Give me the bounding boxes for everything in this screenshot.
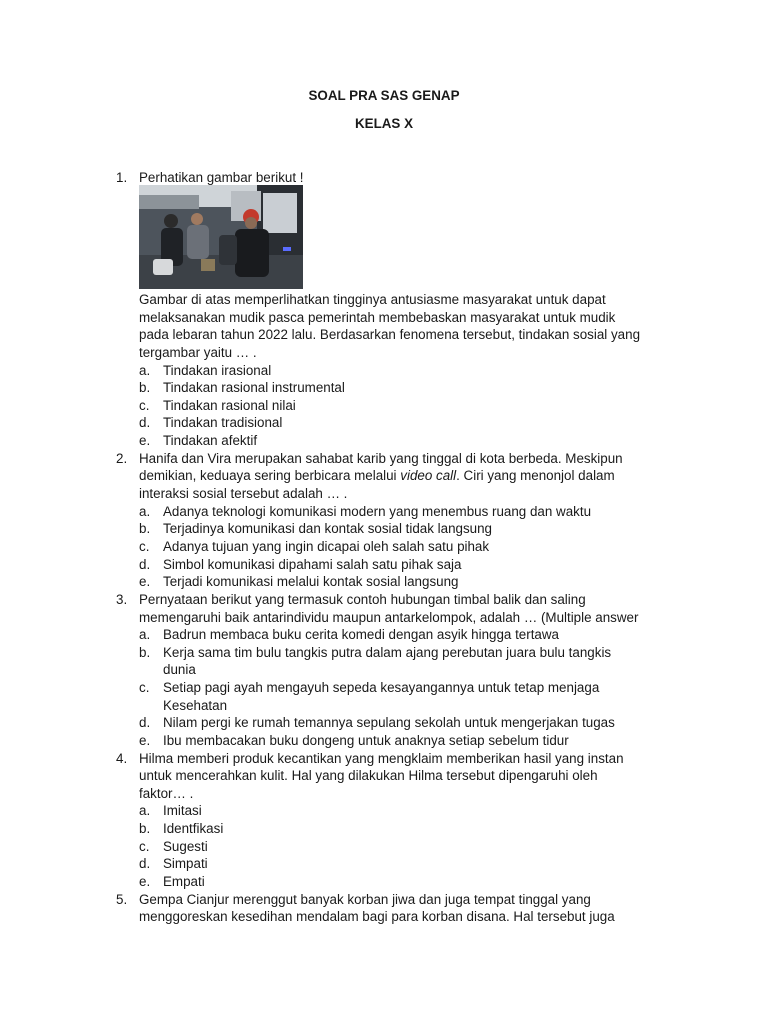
option-text: Tindakan rasional nilai — [163, 398, 296, 413]
question-number: 5. — [116, 892, 128, 907]
question-text-line: Gempa Cianjur merenggut banyak korban jiwa dan juga tempat tinggal yang — [139, 892, 591, 907]
question-text-line: Pernyataan berikut yang termasuk contoh hubungan timbal balik dan saling — [139, 592, 586, 607]
option-letter: b. — [139, 380, 151, 395]
question-text-line: tergambar yaitu … . — [139, 345, 257, 360]
option-text: Ibu membacakan buku dongeng untuk anaknya setiap sebelum tidur — [163, 733, 569, 748]
option-text: Kerja sama tim bulu tangkis putra dalam ajang perebutan juara bulu tangkis — [163, 645, 612, 660]
option-letter: b. — [139, 821, 151, 836]
option-text: Setiap pagi ayah mengayuh sepeda kesayangannya untuk tetap menjaga — [163, 680, 600, 695]
option-letter: a. — [139, 363, 151, 378]
document-title: SOAL PRA SAS GENAP — [308, 88, 460, 103]
question-number: 4. — [116, 751, 128, 766]
question-intro: Perhatikan gambar berikut ! — [139, 170, 304, 185]
option-text: Empati — [163, 874, 205, 889]
option-letter: c. — [139, 839, 150, 854]
option-text: Tindakan irasional — [163, 363, 272, 378]
option-text: Badrun membaca buku cerita komedi dengan asyik hingga tertawa — [163, 627, 559, 642]
option-letter: d. — [139, 557, 151, 572]
option-letter: b. — [139, 645, 151, 660]
question-text-line: Hanifa dan Vira merupakan sahabat karib yang tinggal di kota berbeda. Meskipun — [139, 451, 623, 466]
document-subtitle: KELAS X — [354, 116, 414, 131]
question-text-line: Gambar di atas memperlihatkan tingginya antusiasme masyarakat untuk dapat — [139, 292, 606, 307]
option-text: Tindakan tradisional — [163, 415, 283, 430]
question-text-line: interaksi sosial tersebut adalah … . — [139, 486, 348, 501]
option-text: Identfikasi — [163, 821, 224, 836]
option-letter: a. — [139, 627, 151, 642]
option-text-continuation: Kesehatan — [163, 698, 228, 713]
option-text: Adanya teknologi komunikasi modern yang menembus ruang dan waktu — [163, 504, 592, 519]
option-letter: e. — [139, 874, 151, 889]
option-text: Simpati — [163, 856, 208, 871]
option-letter: b. — [139, 521, 151, 536]
option-text: Tindakan rasional instrumental — [163, 380, 345, 395]
question-text-line: menggoreskan kesedihan mendalam bagi para korban disana. Hal tersebut juga — [139, 909, 615, 924]
option-letter: d. — [139, 715, 151, 730]
option-text: Tindakan afektif — [163, 433, 258, 448]
question-text-italic: video call — [400, 468, 457, 483]
question-number: 3. — [116, 592, 128, 607]
option-letter: e. — [139, 733, 151, 748]
question-text-part: . Ciri yang menonjol dalam — [456, 468, 615, 483]
option-text-continuation: dunia — [163, 662, 196, 677]
option-letter: e. — [139, 433, 151, 448]
option-letter: c. — [139, 680, 150, 695]
question-text-line: Hilma memberi produk kecantikan yang mengklaim memberikan hasil yang instan — [139, 751, 624, 766]
question-text-line — [139, 467, 615, 485]
question-text-line: untuk mencerahkan kulit. Hal yang dilakukan Hilma tersebut dipengaruhi oleh — [139, 768, 598, 783]
question-text-line: faktor… . — [139, 786, 194, 801]
option-text: Terjadinya komunikasi dan kontak sosial tidak langsung — [163, 521, 493, 536]
option-text: Sugesti — [163, 839, 208, 854]
option-letter: d. — [139, 856, 151, 871]
question-number: 1. — [116, 170, 128, 185]
option-text: Adanya tujuan yang ingin dicapai oleh salah satu pihak — [163, 539, 490, 554]
option-text: Simbol komunikasi dipahami salah satu pihak saja — [163, 557, 462, 572]
option-letter: d. — [139, 415, 151, 430]
question-text-line: pada lebaran tahun 2022 lalu. Berdasarkan fenomena tersebut, tindakan sosial yang — [139, 327, 641, 342]
option-letter: a. — [139, 504, 151, 519]
question-text-line: melaksanakan mudik pasca pemerintah membebaskan masyarakat untuk mudik — [139, 310, 616, 325]
option-letter: c. — [139, 539, 150, 554]
question-text-line: memengaruhi baik antarindividu maupun antarkelompok, adalah … (Multiple answer — [139, 610, 639, 625]
question-photo — [139, 185, 303, 289]
option-text: Imitasi — [163, 803, 202, 818]
question-text-part: demikian, keduaya sering berbicara melalui — [139, 468, 397, 483]
option-letter: a. — [139, 803, 151, 818]
option-text: Terjadi komunikasi melalui kontak sosial langsung — [163, 574, 459, 589]
question-number: 2. — [116, 451, 128, 466]
option-text: Nilam pergi ke rumah temannya sepulang sekolah untuk mengerjakan tugas — [163, 715, 615, 730]
option-letter: e. — [139, 574, 151, 589]
option-letter: c. — [139, 398, 150, 413]
